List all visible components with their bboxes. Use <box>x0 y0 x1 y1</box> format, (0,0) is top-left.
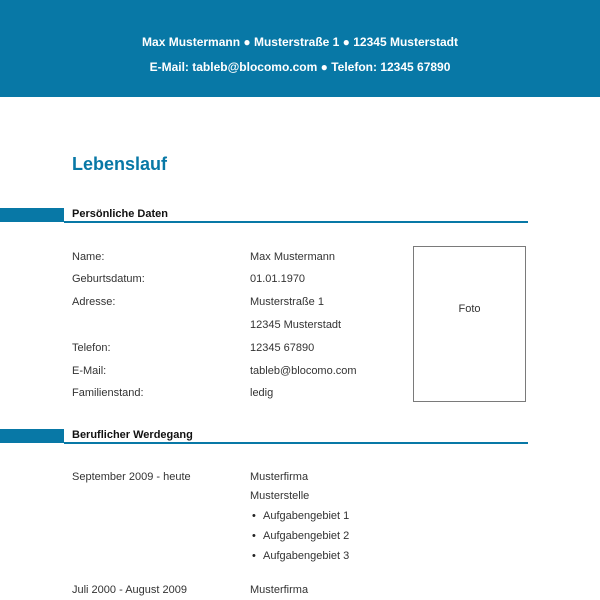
career-period: September 2009 - heute <box>72 471 191 483</box>
career-task: Aufgabengebiet 3 <box>263 550 350 562</box>
value-phone: 12345 67890 <box>250 342 315 354</box>
value-address-street: Musterstraße 1 <box>250 296 324 308</box>
label-name: Name: <box>72 251 105 263</box>
section-divider <box>64 442 528 444</box>
header-banner <box>0 0 600 97</box>
header-contact: E-Mail: tableb@blocomo.com ● Telefon: 12345 67890 <box>149 60 451 74</box>
page-title: Lebenslauf <box>72 154 168 174</box>
photo-placeholder[interactable] <box>413 246 526 402</box>
career-period: Juli 2000 - August 2009 <box>72 584 187 596</box>
career-company: Musterfirma <box>250 584 309 596</box>
label-marital-status: Familienstand: <box>72 387 144 399</box>
value-marital-status: ledig <box>250 387 274 399</box>
section-marker <box>0 429 64 443</box>
label-email: E-Mail: <box>72 365 107 377</box>
section-divider <box>64 221 528 223</box>
section-title-personal: Persönliche Daten <box>72 208 168 220</box>
value-birthdate: 01.01.1970 <box>250 273 306 285</box>
bullet-icon: • <box>252 530 256 542</box>
section-title-career: Beruflicher Werdegang <box>72 429 193 441</box>
value-address-city: 12345 Musterstadt <box>250 319 342 331</box>
career-company: Musterfirma <box>250 471 309 483</box>
label-birthdate: Geburtsdatum: <box>72 273 145 285</box>
career-position: Musterstelle <box>250 490 310 502</box>
career-task: Aufgabengebiet 1 <box>263 510 350 522</box>
career-task: Aufgabengebiet 2 <box>263 530 350 542</box>
value-name: Max Mustermann <box>250 251 335 263</box>
bullet-icon: • <box>252 510 256 522</box>
label-phone: Telefon: <box>72 342 111 354</box>
header-name-address: Max Mustermann ● Musterstraße 1 ● 12345 Musterstadt <box>142 35 458 49</box>
photo-label: Foto <box>458 303 481 315</box>
label-address: Adresse: <box>72 296 116 308</box>
section-marker <box>0 208 64 222</box>
value-email: tableb@blocomo.com <box>250 365 357 377</box>
bullet-icon: • <box>252 550 256 562</box>
